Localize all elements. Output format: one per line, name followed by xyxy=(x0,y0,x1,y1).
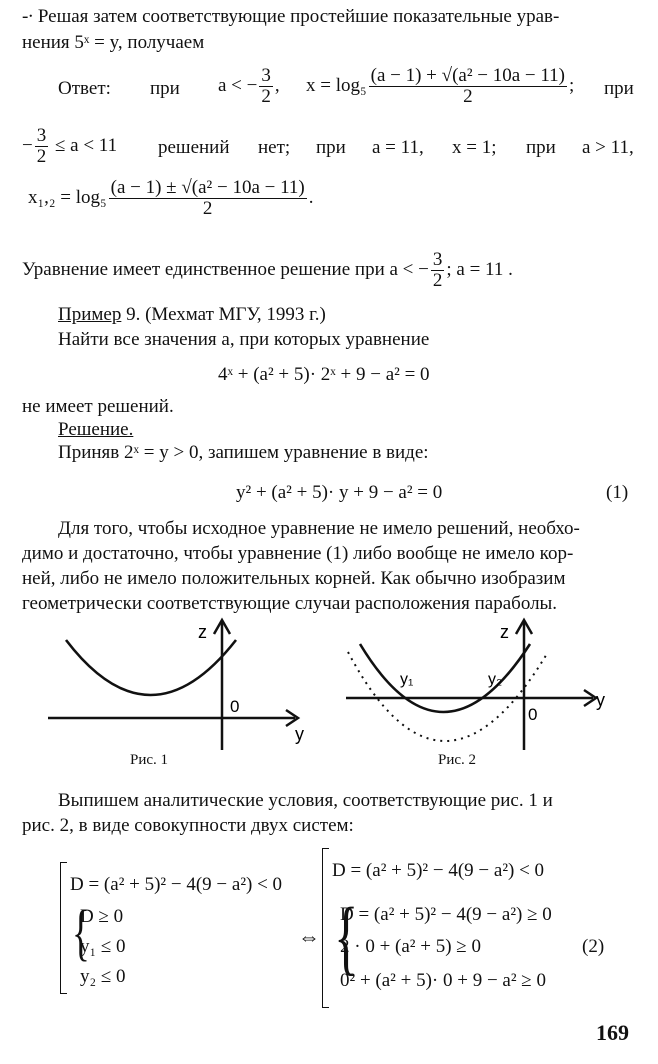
line-4-b: решений xyxy=(158,137,230,158)
parabola-solid xyxy=(360,644,530,712)
right-square-bracket xyxy=(322,848,329,1008)
z-label: z xyxy=(500,622,509,642)
fraction-num: 3 xyxy=(36,125,47,146)
roots-fraction xyxy=(109,178,307,219)
fraction-3-2 xyxy=(431,250,445,291)
line-4-c: нет; xyxy=(258,137,291,158)
fraction-num: 3 xyxy=(432,249,443,270)
minus-sign: − xyxy=(22,134,33,156)
answer-pri-1: при xyxy=(150,78,180,99)
figure-2-caption: Рис. 2 xyxy=(438,752,477,768)
left-system-row-3: y₁ ≤ 0 xyxy=(80,936,126,957)
figure-1-caption: Рис. 1 xyxy=(130,752,169,768)
line-4-d: при xyxy=(316,137,346,158)
fraction-den: 2 xyxy=(202,197,213,219)
fraction-den: 2 xyxy=(36,145,47,167)
parabola-dotted xyxy=(348,652,548,741)
fraction-num: 3 xyxy=(261,65,271,86)
answer-pri-2: при xyxy=(604,78,634,99)
figure-2 xyxy=(338,610,628,755)
text-line-1: -∙ Решая затем соответствующие простейшие показательные урав- xyxy=(22,6,560,27)
line-4-e: a = 11, xyxy=(372,137,424,158)
equation-1: y² + (a² + 5)· y + 9 − a² = 0 xyxy=(236,482,443,503)
line-4-h: a > 11, xyxy=(582,137,634,158)
parabola xyxy=(66,640,236,695)
right-system-row-4: 0² + (a² + 5)· 0 + 9 − a² ≥ 0 xyxy=(340,970,546,991)
left-system-row-1: D = (a² + 5)² − 4(9 − a²) < 0 xyxy=(70,874,283,895)
no-solutions-line: не имеет решений. xyxy=(22,396,174,417)
unique-solution-line xyxy=(22,250,513,291)
answer-fraction xyxy=(369,66,567,107)
answer-condition-1: a < − $\frac{3}{2}$ , xyxy=(218,65,280,107)
roots-formula: x₁,₂ = log₅ $\frac{\text{(a − 1) ± √(a² − 10a − 11)}}{2}$ . xyxy=(28,177,314,219)
right-system-row-1: D = (a² + 5)² − 4(9 − a²) < 0 xyxy=(332,860,545,881)
unique-cond: a < − xyxy=(389,258,429,280)
cond-text: a < − xyxy=(218,74,258,96)
z-label: z xyxy=(198,622,207,642)
substitution-line: Приняв 2ˣ = y > 0, запишем уравнение в виде: xyxy=(58,442,429,463)
left-square-bracket xyxy=(60,862,67,994)
equivalence-arrow: ⇔ xyxy=(298,924,320,949)
fraction-3-2 xyxy=(259,66,273,107)
y1-label: y₁ xyxy=(400,671,414,688)
example-label: Пример xyxy=(58,304,122,325)
unique-text: Уравнение имеет единственное решение при xyxy=(22,258,385,280)
left-system-row-2: D ≥ 0 xyxy=(80,906,124,927)
zero-label: 0 xyxy=(230,697,240,716)
unique-tail: ; a = 11 . xyxy=(446,258,513,280)
after-figures-line-1: Выпишем аналитические условия, соответствующие рис. 1 и xyxy=(58,790,553,811)
answer-x-formula: x = log₅ $\frac{\text{(a − 1) + √(a² − 10a − 11)}}{2}$ ; xyxy=(306,65,575,107)
line-4-g: при xyxy=(526,137,556,158)
after-figures-line-2: рис. 2, в виде совокупности двух систем: xyxy=(22,815,354,836)
figure-1 xyxy=(40,610,330,755)
fraction-num: (a − 1) + √(a² − 10a − 11) xyxy=(370,65,566,86)
paragraph-line-2: димо и достаточно, чтобы уравнение (1) либо вообще не имело кор- xyxy=(22,543,574,564)
text-line-2: нения 5ˣ = y, получаем xyxy=(22,32,205,53)
right-curly-brace: { xyxy=(334,891,359,984)
main-equation: 4ˣ + (a² + 5)· 2ˣ + 9 − a² = 0 xyxy=(218,364,430,385)
solution-label: Решение. xyxy=(58,419,134,440)
line-4-condition xyxy=(22,126,117,167)
example-heading xyxy=(58,304,326,326)
fraction-den: 2 xyxy=(463,85,473,107)
range-text: ≤ a < 11 xyxy=(54,134,118,156)
x-log: x = log₅ xyxy=(306,74,367,96)
equation-2-number: (2) xyxy=(582,936,605,957)
find-line: Найти все значения a, при которых уравнение xyxy=(58,329,430,350)
y2-label: y₂ xyxy=(488,671,503,688)
fraction-num: (a − 1) ± √(a² − 10a − 11) xyxy=(110,177,305,198)
roots-left: x₁,₂ = log₅ xyxy=(28,186,107,208)
y-label: y xyxy=(596,690,605,710)
line-4-f: x = 1; xyxy=(452,137,497,158)
paragraph-line-1: Для того, чтобы исходное уравнение не имело решений, необхо- xyxy=(58,518,580,539)
left-curly-brace: { xyxy=(71,899,90,967)
fraction-den: 2 xyxy=(261,85,271,107)
fraction-3-2 xyxy=(35,126,49,167)
paragraph-line-3: ней, либо не имело положительных корней. Как обычно изобразим xyxy=(22,568,566,589)
y-label: y xyxy=(295,724,304,744)
zero-label: 0 xyxy=(528,705,538,724)
equation-1-number: (1) xyxy=(606,482,629,503)
page-number: 169 xyxy=(596,1020,629,1045)
left-system-row-4: y₂ ≤ 0 xyxy=(80,966,126,987)
paragraph-line-4: геометрически соответствующие случаи расположения параболы. xyxy=(22,593,558,614)
answer-label: Ответ: xyxy=(58,78,111,99)
right-system-row-3: 2 · 0 + (a² + 5) ≥ 0 xyxy=(340,936,481,957)
example-rest: 9. (Мехмат МГУ, 1993 г.) xyxy=(121,304,326,325)
right-system-row-2: D = (a² + 5)² − 4(9 − a²) ≥ 0 xyxy=(340,904,552,925)
fraction-den: 2 xyxy=(432,269,443,291)
